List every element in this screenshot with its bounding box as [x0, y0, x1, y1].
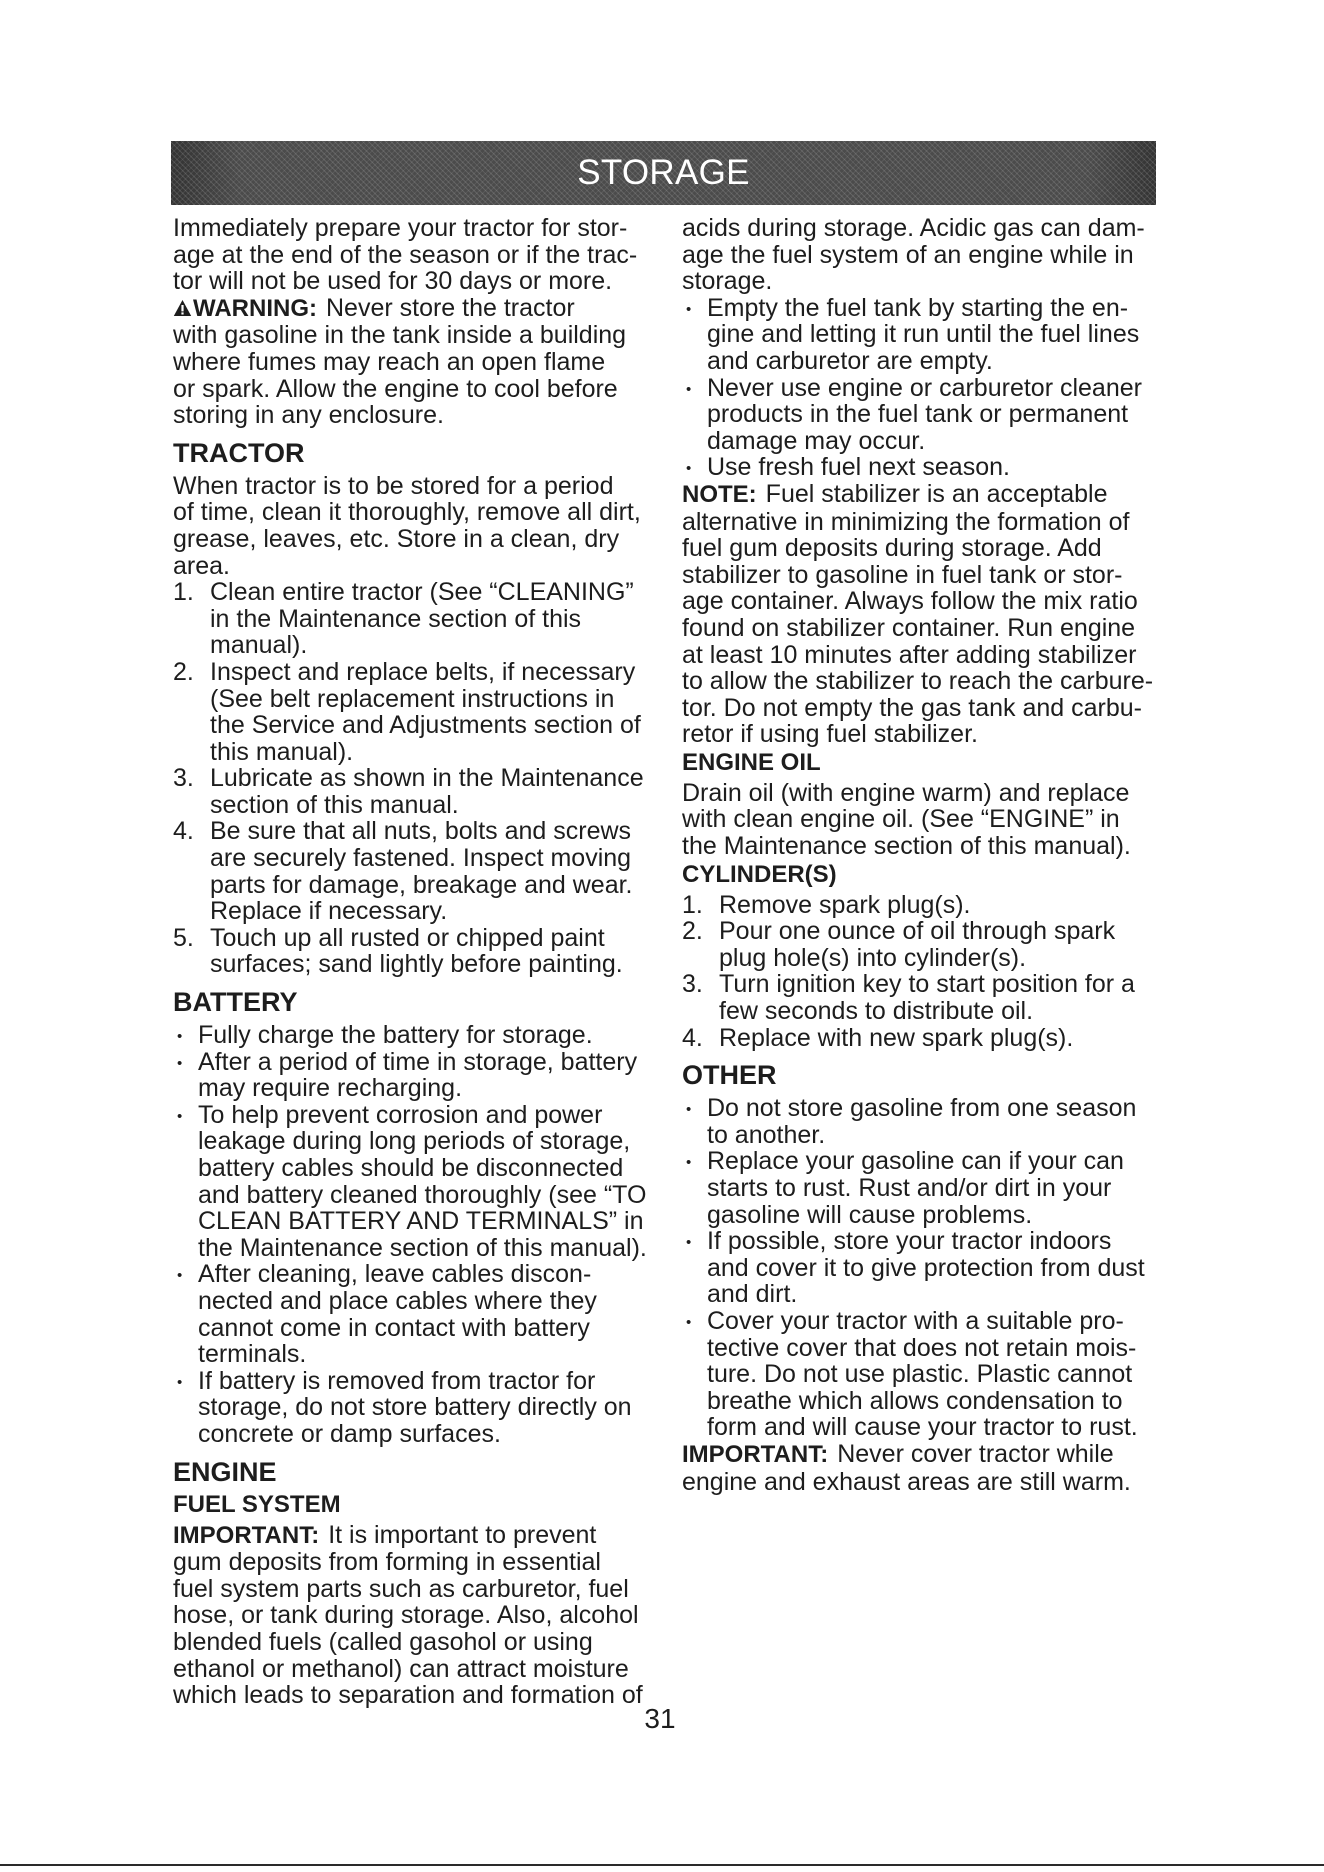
text-line: starts to rust. Rust and/or dirt in your	[707, 1174, 1112, 1202]
paragraph	[173, 473, 651, 579]
item-text	[682, 375, 1160, 455]
text-line: Remove spark plug(s).	[719, 890, 971, 919]
item-text	[682, 1148, 1160, 1228]
item-text	[173, 1261, 651, 1367]
line-text: grease, leaves, etc. Store in a clean, dry	[173, 524, 620, 553]
line-text: blended fuels (called gasohol or using	[173, 1627, 593, 1656]
item-text	[682, 892, 1160, 919]
text-line: After cleaning, leave cables discon-	[198, 1260, 592, 1289]
line-text: of time, clean it thoroughly, remove all dirt,	[173, 498, 641, 527]
text-line: Use fresh fuel next season.	[707, 453, 1010, 482]
item-text	[682, 1228, 1160, 1308]
text-line: cannot come in contact with battery	[198, 1313, 590, 1342]
text-line: Clean entire tractor (See “CLEANING”	[210, 578, 634, 607]
paragraph	[173, 295, 651, 429]
bullet-item	[173, 1368, 651, 1448]
bullet-item	[173, 1102, 651, 1262]
bullet-marker: •	[177, 1028, 183, 1046]
text-line	[173, 473, 651, 500]
text-line	[173, 526, 651, 553]
line-text: at least 10 minutes after adding stabilizer	[682, 640, 1137, 669]
text-line: this manual).	[210, 737, 354, 766]
section-heading: ENGINE	[173, 1456, 277, 1487]
line-text: storing in any enclosure.	[173, 401, 444, 430]
paragraph	[682, 215, 1160, 295]
line-text: hose, or tank during storage. Also, alcohol	[173, 1601, 639, 1630]
line-text: When tractor is to be stored for a period	[173, 471, 614, 500]
bullet-marker: •	[686, 380, 692, 398]
text-line: the Maintenance section of this manual).	[198, 1233, 647, 1262]
text-line	[682, 562, 1160, 589]
paragraph	[682, 1441, 1160, 1495]
bullet-marker: •	[686, 300, 692, 318]
warning-label: WARNING:	[193, 294, 317, 322]
item-text	[682, 295, 1160, 375]
note-label: NOTE:	[682, 480, 757, 508]
text-line	[682, 1441, 1160, 1469]
bullet-item	[682, 295, 1160, 375]
text-line	[682, 721, 1160, 748]
section-heading: OTHER	[682, 1060, 777, 1091]
text-line: (See belt replacement instructions in	[210, 684, 615, 713]
bullet-marker: •	[177, 1107, 183, 1125]
text-line	[173, 1576, 651, 1603]
text-line	[682, 215, 1160, 242]
line-text: Fuel stabilizer is an acceptable	[765, 479, 1108, 508]
text-line: CLEAN BATTERY AND TERMINALS” in	[198, 1207, 644, 1236]
text-line	[682, 668, 1160, 695]
numbered-item	[173, 659, 651, 765]
line-text: or spark. Allow the engine to cool before	[173, 374, 618, 403]
bullet-item	[682, 1095, 1160, 1148]
text-line: in the Maintenance section of this	[210, 604, 582, 633]
line-text: age container. Always follow the mix ratio	[682, 587, 1138, 616]
text-line	[173, 499, 651, 526]
text-line	[173, 553, 651, 580]
item-text	[173, 765, 651, 818]
line-text: where fumes may reach an open flame	[173, 347, 606, 376]
paragraph	[173, 1522, 651, 1709]
text-line: Replace with new spark plug(s).	[719, 1023, 1074, 1052]
line-text: It is important to prevent	[328, 1520, 597, 1549]
line-text: stabilizer to gasoline in fuel tank or stor-	[682, 560, 1123, 589]
line-text: alternative in minimizing the formation of	[682, 507, 1130, 536]
line-text: with gasoline in the tank inside a building	[173, 321, 627, 350]
text-line	[682, 615, 1160, 642]
text-line	[173, 215, 651, 242]
bullet-item	[173, 1049, 651, 1102]
line-text: Never cover tractor while	[837, 1439, 1114, 1468]
text-line: gine and letting it run until the fuel lines	[707, 320, 1140, 349]
paragraph	[682, 780, 1160, 860]
text-line: ture. Do not use plastic. Plastic cannot	[707, 1360, 1133, 1389]
line-text: tor. Do not empty the gas tank and carbu-	[682, 693, 1142, 722]
text-line	[173, 349, 651, 376]
text-line: Empty the fuel tank by starting the en-	[707, 293, 1129, 322]
numbered-item	[173, 579, 651, 659]
item-number: 2.	[682, 917, 703, 946]
paragraph	[173, 215, 651, 295]
text-line: Fully charge the battery for storage.	[198, 1021, 593, 1050]
text-line: surfaces; sand lightly before painting.	[210, 950, 623, 979]
line-text: which leads to separation and formation of	[173, 1681, 643, 1710]
item-number: 3.	[682, 970, 703, 999]
item-number: 5.	[173, 923, 194, 952]
text-line: may require recharging.	[198, 1074, 463, 1103]
text-line: Turn ignition key to start position for a	[719, 970, 1135, 999]
bullet-marker: •	[177, 1267, 183, 1285]
bullet-marker: •	[686, 460, 692, 478]
subsection-heading: ENGINE OIL	[682, 748, 821, 776]
text-line	[173, 268, 651, 295]
text-line: and battery cleaned thoroughly (see “TO	[198, 1180, 647, 1209]
text-line: Never use engine or carburetor cleaner	[707, 373, 1142, 402]
text-line	[682, 1469, 1160, 1496]
text-line: nected and place cables where they	[198, 1286, 597, 1315]
item-number: 2.	[173, 657, 194, 686]
text-line: Be sure that all nuts, bolts and screws	[210, 817, 632, 846]
text-line: are securely fastened. Inspect moving	[210, 844, 632, 873]
item-text	[173, 1102, 651, 1262]
text-line: concrete or damp surfaces.	[198, 1419, 501, 1448]
text-line: Lubricate as shown in the Maintenance	[210, 764, 644, 793]
item-number: 4.	[173, 817, 194, 846]
line-text: engine and exhaust areas are still warm.	[682, 1467, 1131, 1496]
text-line: Replace your gasoline can if your can	[707, 1147, 1124, 1176]
line-text: to allow the stabilizer to reach the carbure-	[682, 667, 1154, 696]
text-line: Replace if necessary.	[210, 897, 448, 926]
text-line	[173, 402, 651, 429]
numbered-item	[682, 1025, 1160, 1052]
text-line: the Service and Adjustments section of	[210, 711, 641, 740]
bullet-marker: •	[177, 1373, 183, 1391]
text-line	[682, 833, 1160, 860]
line-text: Immediately prepare your tractor for stor-	[173, 214, 628, 242]
line-text: found on stabilizer container. Run engine	[682, 613, 1136, 642]
section-heading: TRACTOR	[173, 437, 305, 468]
line-text: fuel system parts such as carburetor, fuel	[173, 1574, 629, 1603]
subsection-heading: FUEL SYSTEM	[173, 1490, 341, 1518]
numbered-item	[173, 925, 651, 978]
bullet-item	[682, 375, 1160, 455]
text-line	[682, 242, 1160, 269]
numbered-item	[682, 918, 1160, 971]
text-line: Do not store gasoline from one season	[707, 1094, 1137, 1123]
text-line	[682, 780, 1160, 807]
text-line: few seconds to distribute oil.	[719, 997, 1034, 1026]
page-number: 31	[644, 1703, 676, 1734]
text-line	[682, 806, 1160, 833]
bullet-item	[682, 1308, 1160, 1441]
item-text	[173, 1022, 651, 1049]
item-text	[173, 818, 651, 924]
text-line: plug hole(s) into cylinder(s).	[719, 943, 1027, 972]
text-line: terminals.	[198, 1340, 307, 1369]
text-line	[173, 242, 651, 269]
line-text: age the fuel system of an engine while in	[682, 240, 1134, 269]
line-text: fuel gum deposits during storage. Add	[682, 534, 1102, 563]
text-line: to another.	[707, 1120, 826, 1149]
text-line: After a period of time in storage, battery	[198, 1047, 638, 1076]
text-line	[173, 1549, 651, 1576]
section-heading: BATTERY	[173, 987, 298, 1018]
text-line: To help prevent corrosion and power	[198, 1100, 603, 1129]
item-text	[173, 1049, 651, 1102]
text-line: breathe which allows condensation to	[707, 1386, 1123, 1415]
line-text: acids during storage. Acidic gas can dam-	[682, 214, 1145, 242]
page-edge-line	[0, 1864, 1324, 1866]
section-title: STORAGE	[577, 153, 750, 192]
item-text	[682, 1025, 1160, 1052]
text-line: products in the fuel tank or permanent	[707, 400, 1129, 429]
numbered-item	[682, 971, 1160, 1024]
text-line: gasoline will cause problems.	[707, 1200, 1033, 1229]
item-number: 4.	[682, 1023, 703, 1052]
item-number: 3.	[173, 764, 194, 793]
bullet-item	[173, 1022, 651, 1049]
line-text: area.	[173, 551, 230, 580]
text-line: form and will cause your tractor to rust.	[707, 1413, 1138, 1442]
line-text: Never store the tractor	[325, 293, 575, 322]
text-line: parts for damage, breakage and wear.	[210, 870, 633, 899]
text-line: Pour one ounce of oil through spark	[719, 917, 1116, 946]
warning-icon	[173, 299, 192, 317]
numbered-item	[173, 765, 651, 818]
bullet-item	[682, 1228, 1160, 1308]
section-title-bar	[171, 141, 1156, 205]
bullet-item	[682, 454, 1160, 481]
item-number: 1.	[173, 578, 194, 607]
text-line: section of this manual.	[210, 790, 459, 819]
text-line	[173, 1602, 651, 1629]
text-line	[173, 1522, 651, 1550]
line-text: storage.	[682, 267, 773, 296]
line-text: tor will not be used for 30 days or more.	[173, 267, 613, 296]
bullet-marker: •	[686, 1234, 692, 1252]
item-text	[682, 918, 1160, 971]
text-line: battery cables should be disconnected	[198, 1154, 624, 1182]
paragraph	[682, 481, 1160, 748]
numbered-item	[682, 892, 1160, 919]
text-line	[682, 509, 1160, 536]
text-line	[173, 376, 651, 403]
text-line: and cover it to give protection from dust	[707, 1253, 1145, 1282]
text-line: Cover your tractor with a suitable pro-	[707, 1306, 1124, 1335]
important-label: IMPORTANT:	[173, 1521, 320, 1549]
text-line	[682, 481, 1160, 509]
item-text	[173, 1368, 651, 1448]
bullet-item	[682, 1148, 1160, 1228]
item-text	[682, 454, 1160, 481]
item-text	[682, 1095, 1160, 1148]
important-label: IMPORTANT:	[682, 1440, 829, 1468]
line-text: the Maintenance section of this manual).	[682, 832, 1131, 861]
text-line	[682, 268, 1160, 295]
text-line	[173, 1656, 651, 1683]
right-column	[682, 215, 1160, 1495]
text-line	[173, 295, 651, 323]
line-text: age at the end of the season or if the trac-	[173, 240, 638, 269]
text-line: Touch up all rusted or chipped paint	[210, 923, 605, 952]
text-line	[173, 1682, 651, 1709]
text-line: leakage during long periods of storage,	[198, 1127, 631, 1156]
item-text	[173, 659, 651, 765]
text-line	[682, 695, 1160, 722]
bullet-marker: •	[686, 1313, 692, 1331]
text-line: If possible, store your tractor indoors	[707, 1227, 1112, 1256]
text-line: Inspect and replace belts, if necessary	[210, 657, 636, 686]
text-line	[682, 588, 1160, 615]
text-line: tective cover that does not retain mois-	[707, 1333, 1137, 1362]
text-line	[173, 1629, 651, 1656]
text-line: storage, do not store battery directly on	[198, 1393, 632, 1422]
item-number: 1.	[682, 890, 703, 919]
item-text	[682, 1308, 1160, 1441]
left-column	[173, 215, 651, 1709]
bullet-marker: •	[177, 1054, 183, 1072]
item-text	[682, 971, 1160, 1024]
text-line	[682, 642, 1160, 669]
item-text	[173, 925, 651, 978]
line-text: ethanol or methanol) can attract moisture	[173, 1654, 629, 1683]
text-line	[682, 535, 1160, 562]
text-line: and dirt.	[707, 1280, 798, 1309]
text-line	[173, 322, 651, 349]
text-line: If battery is removed from tractor for	[198, 1366, 596, 1395]
text-line: manual).	[210, 631, 308, 660]
line-text: Drain oil (with engine warm) and replace	[682, 778, 1130, 807]
line-text: retor if using fuel stabilizer.	[682, 720, 978, 749]
text-line: damage may occur.	[707, 426, 926, 455]
bullet-item	[173, 1261, 651, 1367]
subsection-heading: CYLINDER(S)	[682, 860, 837, 888]
item-text	[173, 579, 651, 659]
bullet-marker: •	[686, 1101, 692, 1119]
line-text: gum deposits from forming in essential	[173, 1548, 601, 1577]
numbered-item	[173, 818, 651, 924]
line-text: with clean engine oil. (See “ENGINE” in	[682, 805, 1120, 834]
text-line: and carburetor are empty.	[707, 346, 993, 375]
bullet-marker: •	[686, 1154, 692, 1172]
